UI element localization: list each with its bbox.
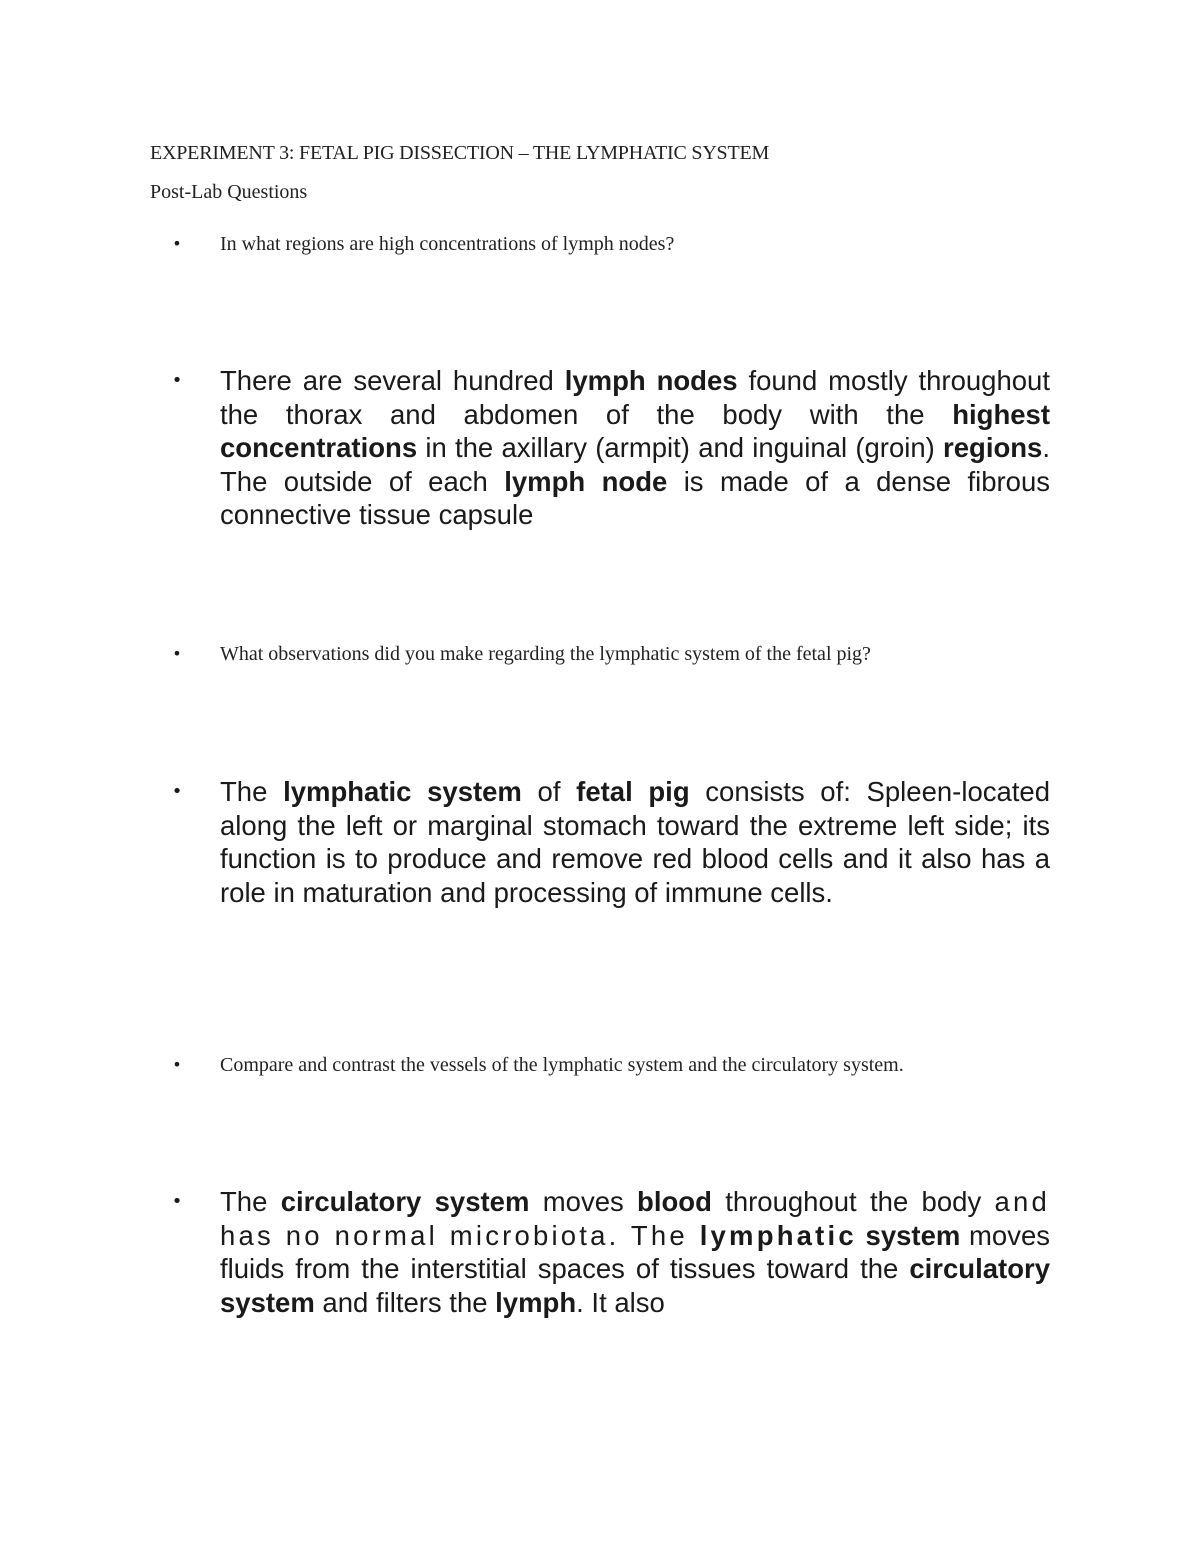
bullet-icon: • xyxy=(172,1055,182,1074)
bullet-icon: • xyxy=(171,781,183,802)
bullet-icon: • xyxy=(171,1191,183,1212)
question-text: What observations did you make regarding the lymphatic system of the fetal pig? xyxy=(220,643,871,665)
answer-text: The lymphatic system of fetal pig consists of: Spleen-located along the left or marginal stomach toward the extreme left side; its function is to produce and remove red blood cells and it also has a role in maturation and processing of immune cells. xyxy=(220,776,1051,908)
question-2 xyxy=(170,641,1050,667)
answer-1 xyxy=(170,364,1050,532)
document-title: EXPERIMENT 3: FETAL PIG DISSECTION – THE LYMPHATIC SYSTEM xyxy=(150,142,770,164)
document-subtitle: Post-Lab Questions xyxy=(150,181,308,203)
bullet-icon: • xyxy=(172,644,182,663)
answer-text: The circulatory system moves blood throughout the body and has no normal microbiota. The lymphatic system moves fluids from the interstitial spaces of tissues toward the circulatory system and filters the lymph. It also xyxy=(220,1186,1051,1318)
bullet-icon: • xyxy=(172,234,182,253)
answer-text: There are several hundred lymph nodes found mostly throughout the thorax and abdomen of the body with the highest concentrations in the axillary (armpit) and inguinal (groin) regions. The outside of each lymph node is made of a dense fibrous connective tissue capsule xyxy=(220,365,1051,531)
question-text: In what regions are high concentrations of lymph nodes? xyxy=(220,233,675,255)
answer-3 xyxy=(170,1185,1050,1319)
question-text: Compare and contrast the vessels of the lymphatic system and the circulatory system. xyxy=(220,1054,904,1076)
question-1 xyxy=(170,231,1050,257)
answer-2 xyxy=(170,775,1050,909)
bullet-icon: • xyxy=(171,370,183,391)
question-3 xyxy=(170,1052,1050,1078)
